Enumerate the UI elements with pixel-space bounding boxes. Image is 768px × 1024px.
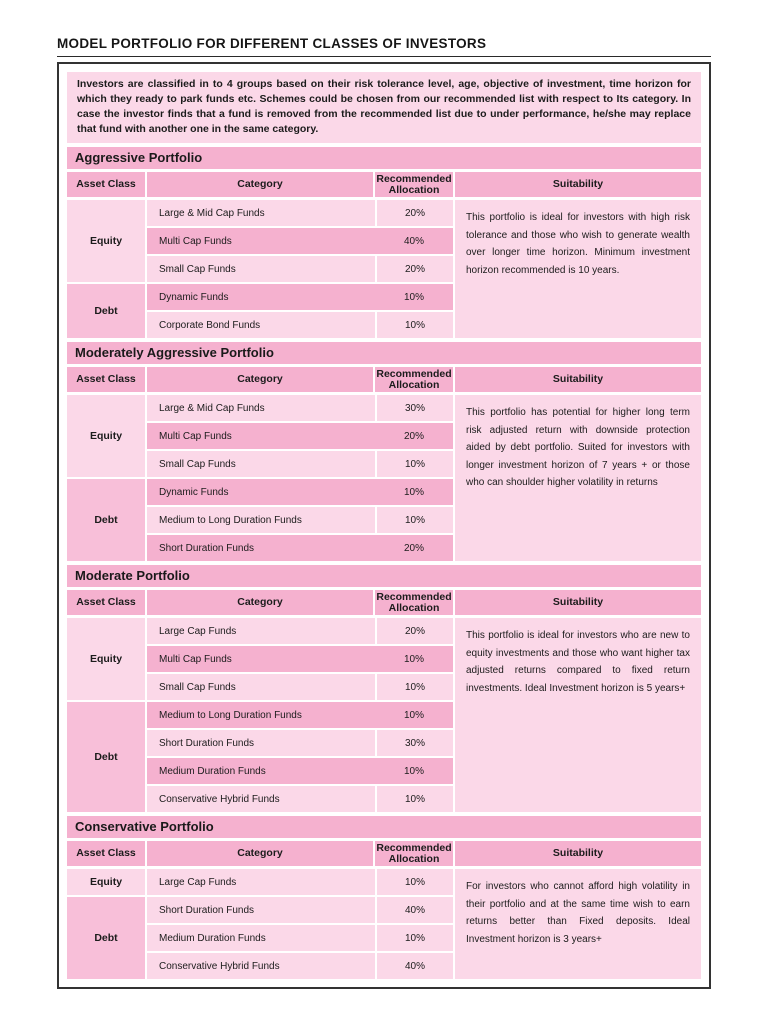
fund-allocation: 30% <box>375 395 453 421</box>
fund-allocation: 40% <box>375 897 453 923</box>
suitability-text: This portfolio is ideal for investors with high risk tolerance and those who wish to generate wealth over longer time horizon. Minimum investment horizon recommended is 10 years. <box>455 200 701 338</box>
fund-allocation: 10% <box>375 312 453 338</box>
fund-allocation: 10% <box>375 284 453 310</box>
fund-category: Short Duration Funds <box>147 730 375 756</box>
fund-category: Multi Cap Funds <box>147 423 375 449</box>
fund-row <box>147 869 453 895</box>
column-header-asset-class: Asset Class <box>67 590 145 615</box>
fund-row <box>147 284 453 310</box>
fund-category: Small Cap Funds <box>147 256 375 282</box>
fund-category: Conservative Hybrid Funds <box>147 786 375 812</box>
fund-allocation: 10% <box>375 479 453 505</box>
page-header <box>57 36 711 57</box>
column-header-category: Category <box>147 367 373 392</box>
column-header-asset-class: Asset Class <box>67 172 145 197</box>
fund-allocation: 10% <box>375 702 453 728</box>
intro-paragraph: Investors are classified in to 4 groups based on their risk tolerance level, age, objective of investment, time horizon for which they ready to park funds etc. Schemes could be chosen from our recommended list with respect to Its category. In case the investor finds that a fund is removed from the recommended list due to under performance, he/she may replace that fund with another one in the same category. <box>67 72 701 143</box>
asset-class-cell: Debt <box>67 479 145 561</box>
fund-allocation: 30% <box>375 730 453 756</box>
suitability-column <box>455 869 701 979</box>
fund-allocation: 10% <box>375 925 453 951</box>
column-header-category: Category <box>147 841 373 866</box>
portfolio-title: Conservative Portfolio <box>67 816 701 838</box>
suitability-column <box>455 395 701 561</box>
fund-category: Dynamic Funds <box>147 479 375 505</box>
fund-allocation: 10% <box>375 646 453 672</box>
content-border-box <box>57 62 711 989</box>
fund-category: Large & Mid Cap Funds <box>147 395 375 421</box>
portfolio-section <box>67 565 701 812</box>
fund-category: Medium to Long Duration Funds <box>147 702 375 728</box>
fund-category: Medium to Long Duration Funds <box>147 507 375 533</box>
fund-category: Short Duration Funds <box>147 535 375 561</box>
fund-row <box>147 618 453 644</box>
fund-row <box>147 925 453 951</box>
portfolio-section <box>67 816 701 979</box>
fund-row <box>147 200 453 226</box>
category-rows <box>147 395 453 561</box>
asset-class-cell: Debt <box>67 702 145 812</box>
fund-category: Dynamic Funds <box>147 284 375 310</box>
fund-allocation: 20% <box>375 256 453 282</box>
fund-allocation: 20% <box>375 423 453 449</box>
fund-allocation: 20% <box>375 618 453 644</box>
fund-category: Small Cap Funds <box>147 674 375 700</box>
suitability-column <box>455 618 701 812</box>
title-underline <box>57 56 711 57</box>
table-body <box>67 618 701 812</box>
fund-allocation: 40% <box>375 953 453 979</box>
fund-allocation: 40% <box>375 228 453 254</box>
fund-category: Medium Duration Funds <box>147 925 375 951</box>
fund-row <box>147 953 453 979</box>
table-body <box>67 395 701 561</box>
fund-allocation: 10% <box>375 786 453 812</box>
portfolio-title: Aggressive Portfolio <box>67 147 701 169</box>
column-header-allocation: Recommended Allocation <box>376 841 452 865</box>
portfolio-section <box>67 342 701 561</box>
fund-row <box>147 758 453 784</box>
fund-allocation: 10% <box>375 507 453 533</box>
fund-row <box>147 451 453 477</box>
fund-allocation: 10% <box>375 758 453 784</box>
table-header-row <box>67 841 701 866</box>
asset-class-cell: Debt <box>67 284 145 338</box>
column-header-category: Category <box>147 590 373 615</box>
fund-category: Large Cap Funds <box>147 618 375 644</box>
fund-row <box>147 786 453 812</box>
fund-row <box>147 256 453 282</box>
fund-allocation: 10% <box>375 869 453 895</box>
asset-class-cell: Debt <box>67 897 145 979</box>
fund-category: Short Duration Funds <box>147 897 375 923</box>
fund-row <box>147 646 453 672</box>
category-rows <box>147 618 453 812</box>
category-rows <box>147 200 453 338</box>
suitability-column <box>455 200 701 338</box>
fund-category: Corporate Bond Funds <box>147 312 375 338</box>
fund-row <box>147 897 453 923</box>
fund-category: Large Cap Funds <box>147 869 375 895</box>
table-body <box>67 869 701 979</box>
column-header-asset-class: Asset Class <box>67 841 145 866</box>
fund-row <box>147 423 453 449</box>
fund-allocation: 20% <box>375 200 453 226</box>
fund-row <box>147 702 453 728</box>
fund-category: Conservative Hybrid Funds <box>147 953 375 979</box>
fund-row <box>147 535 453 561</box>
fund-category: Small Cap Funds <box>147 451 375 477</box>
category-rows <box>147 869 453 979</box>
fund-allocation: 10% <box>375 674 453 700</box>
portfolio-title: Moderately Aggressive Portfolio <box>67 342 701 364</box>
column-header-suitability: Suitability <box>455 367 701 392</box>
page-title: MODEL PORTFOLIO FOR DIFFERENT CLASSES OF INVESTORS <box>57 36 487 51</box>
asset-class-cell: Equity <box>67 200 145 282</box>
fund-row <box>147 730 453 756</box>
suitability-text: This portfolio is ideal for investors who are new to equity investments and those who want higher tax adjusted returns compared to fixed return investments. Ideal Investment horizon is 5 years+ <box>455 618 701 812</box>
asset-class-column <box>67 200 145 338</box>
column-header-allocation: Recommended Allocation <box>376 367 452 391</box>
fund-row <box>147 228 453 254</box>
portfolio-title: Moderate Portfolio <box>67 565 701 587</box>
suitability-text: This portfolio has potential for higher long term risk adjusted return with downside protection aided by debt portfolio. Suited for investors with longer investment horizon of 7 years + or those who can shoulder higher volatility in returns <box>455 395 701 561</box>
fund-row <box>147 312 453 338</box>
fund-row <box>147 507 453 533</box>
fund-category: Large & Mid Cap Funds <box>147 200 375 226</box>
fund-row <box>147 479 453 505</box>
table-body <box>67 200 701 338</box>
fund-category: Multi Cap Funds <box>147 646 375 672</box>
fund-row <box>147 395 453 421</box>
suitability-text: For investors who cannot afford high volatility in their portfolio and at the same time wish to earn returns better than Fixed deposits. Ideal Investment horizon is 3 years+ <box>455 869 701 979</box>
column-header-allocation: Recommended Allocation <box>376 172 452 196</box>
table-header-row <box>67 590 701 615</box>
asset-class-column <box>67 395 145 561</box>
portfolios <box>67 147 701 979</box>
asset-class-column <box>67 618 145 812</box>
table-header-row <box>67 367 701 392</box>
fund-category: Medium Duration Funds <box>147 758 375 784</box>
fund-row <box>147 674 453 700</box>
asset-class-cell: Equity <box>67 395 145 477</box>
asset-class-column <box>67 869 145 979</box>
column-header-asset-class: Asset Class <box>67 367 145 392</box>
column-header-suitability: Suitability <box>455 172 701 197</box>
fund-allocation: 10% <box>375 451 453 477</box>
table-header-row <box>67 172 701 197</box>
column-header-suitability: Suitability <box>455 841 701 866</box>
column-header-suitability: Suitability <box>455 590 701 615</box>
asset-class-cell: Equity <box>67 869 145 895</box>
fund-allocation: 20% <box>375 535 453 561</box>
fund-category: Multi Cap Funds <box>147 228 375 254</box>
column-header-category: Category <box>147 172 373 197</box>
portfolio-section <box>67 147 701 338</box>
asset-class-cell: Equity <box>67 618 145 700</box>
column-header-allocation: Recommended Allocation <box>376 590 452 614</box>
